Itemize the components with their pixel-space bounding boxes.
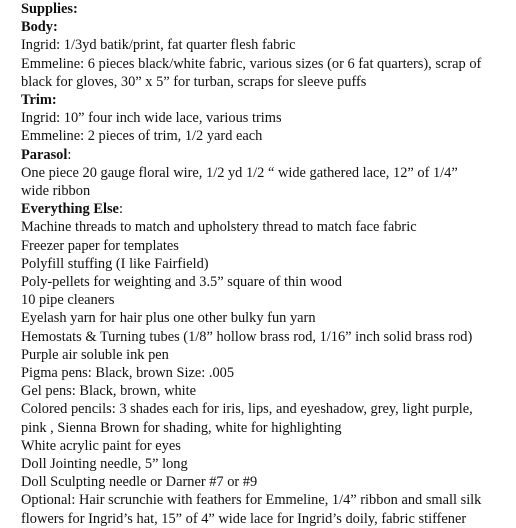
everything-else-heading-line xyxy=(21,200,516,218)
everything-else-item: Eyelash yarn for hair plus one other bulky fun yarn xyxy=(21,310,316,327)
everything-else-item: Poly-pellets for weighting and 3.5” square of thin wood xyxy=(21,274,342,291)
everything-else-item: Doll Sculpting needle or Darner #7 or #9 xyxy=(21,474,258,491)
body-item: Emmeline: 6 pieces black/white fabric, various sizes (or 6 fat quarters), scrap of xyxy=(21,55,482,72)
everything-else-heading: Everything Else xyxy=(21,201,119,218)
body-item: black for gloves, 30” x 5” for turban, scraps for sleeve puffs xyxy=(21,73,367,90)
everything-else-item: pink , Sienna Brown for shading, white for highlighting xyxy=(21,419,342,436)
everything-else-heading-colon: : xyxy=(118,201,123,218)
parasol-item: One piece 20 gauge floral wire, 1/2 yd 1/2 “ wide gathered lace, 12” of 1/4” xyxy=(21,164,458,181)
everything-else-item: Optional: Hair scrunchie with feathers for Emmeline, 1/4” ribbon and small silk xyxy=(21,492,482,509)
everything-else-item: Gel pens: Black, brown, white xyxy=(21,383,197,400)
everything-else-item: White acrylic paint for eyes xyxy=(21,437,181,454)
parasol-heading: Parasol xyxy=(21,146,68,163)
parasol-item: wide ribbon xyxy=(21,183,91,200)
supplies-document xyxy=(21,0,516,528)
everything-else-item: Freezer paper for templates xyxy=(21,237,179,254)
everything-else-item: Purple air soluble ink pen xyxy=(21,346,169,363)
trim-heading: Trim: xyxy=(21,92,57,109)
everything-else-item: Pigma pens: Black, brown Size: .005 xyxy=(21,365,235,382)
parasol-heading-line xyxy=(21,146,516,164)
everything-else-item: flowers for Ingrid’s hat, 15” of 4” wide lace for Ingrid’s doily, fabric stiffener xyxy=(21,510,467,527)
parasol-heading-colon: : xyxy=(67,146,72,163)
body-heading: Body: xyxy=(21,19,58,36)
everything-else-item: Machine threads to match and upholstery thread to match face fabric xyxy=(21,219,417,236)
supplies-heading: Supplies: xyxy=(21,1,78,17)
everything-else-item: Polyfill stuffing (I like Fairfield) xyxy=(21,255,209,272)
everything-else-item: Doll Jointing needle, 5” long xyxy=(21,456,188,473)
body-item: Ingrid: 1/3yd batik/print, fat quarter flesh fabric xyxy=(21,37,296,54)
everything-else-item: Colored pencils: 3 shades each for iris, lips, and eyeshadow, grey, light purple, xyxy=(21,401,473,418)
everything-else-item: Hemostats & Turning tubes (1/8” hollow brass rod, 1/16” inch solid brass rod) xyxy=(21,328,473,345)
trim-item: Ingrid: 10” four inch wide lace, various trims xyxy=(21,110,282,127)
everything-else-item: 10 pipe cleaners xyxy=(21,292,115,309)
trim-item: Emmeline: 2 pieces of trim, 1/2 yard each xyxy=(21,128,263,145)
